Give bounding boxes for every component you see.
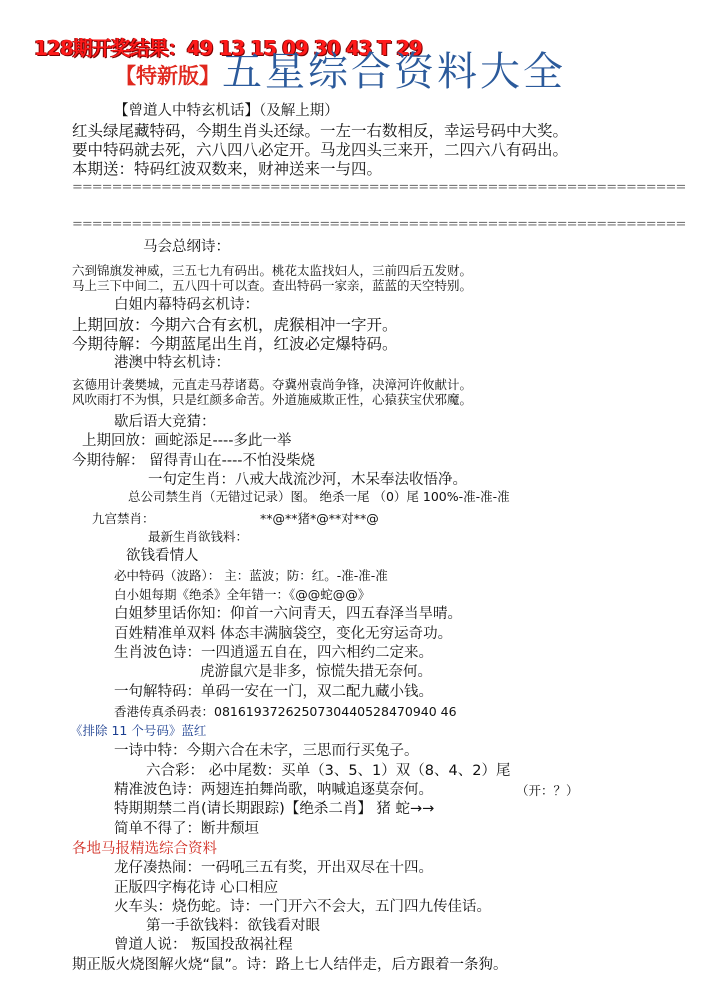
text-line: 本期送：特码红波双数来，财神送来一与四。	[72, 160, 383, 178]
text-line: 生肖波色诗：一四逍遥五自在，四六相约二定来。	[114, 645, 433, 661]
edition-badge: 【特新版】	[115, 64, 220, 88]
text-line: 百姓精准单双料 体态丰满脑袋空，变化无穷运奇功。	[114, 626, 453, 642]
text-line: 一句解特码：单码一安在一门，双二配九藏小钱。	[114, 684, 433, 700]
section-heading-zeng: 【曾道人中特玄机话】（及解上期）	[114, 103, 339, 119]
separator: ==============================================================	[72, 217, 686, 232]
text-line: 一句定生肖：八戒大战流沙河，木呆奉法收悟净。	[148, 472, 467, 488]
text-line: 白小姐每期《绝杀》全年错一：《@@蛇@@》	[114, 587, 371, 602]
text-line: 总公司禁生肖（无错过记录）图。 绝杀一尾 （0）尾 100%-准-准-准	[128, 489, 510, 504]
text-line: 玄德用计袭樊城，元直走马荐诸葛。夺冀州袁尚争锋，决漳河许攸献计。	[72, 377, 473, 392]
text-line: 《排除 11 个号码》蓝红	[70, 723, 207, 738]
text-line: 香港传真杀码表：0816193726250730440528470940 46	[114, 704, 457, 719]
text-line: （开：？）	[516, 783, 579, 798]
text-line: 简单不得了：断井颓垣	[114, 821, 259, 837]
text-line: 白姐梦里话你知：仰首一六问青天，四五春泽当旱晴。	[114, 606, 462, 622]
separator: ==============================================================	[72, 180, 686, 195]
text-line: 今期待解：今期蓝尾出生肖，红波必定爆特码。	[72, 335, 398, 353]
text-line: 要中特码就去死，六八四八必定开。马龙四头三来开，二四六八有码出。	[72, 141, 569, 159]
section-heading-madi: 各地马报精选综合资料	[72, 841, 217, 857]
text-line: 曾道人说： 叛国投敌祸社程	[114, 937, 293, 953]
text-line: 正版四字梅花诗 心口相应	[114, 880, 279, 896]
result-banner: 128期开奖结果：49 13 15 09 30 43 T 29	[34, 36, 422, 60]
section-heading-baijie: 白姐内幕特码玄机诗：	[114, 297, 259, 313]
text-line: 精准波色诗：两翅连拍舞尚歌，呐喊追逐莫奈何。	[114, 782, 433, 798]
section-heading-yuqian: 最新生肖欲钱料：	[148, 529, 249, 544]
text-line: 马上三下中间二，五八四十可以查。查出特码一家亲，蓝蓝的天空特别。	[72, 278, 473, 293]
text-line: 六到锦旗发神威，三五七九有码出。桃花太监找妇人，三前四后五发财。	[72, 263, 473, 278]
text-line: 风吹雨打不为惧，只是红颜多命苦。外道施威欺正性，心猿获宝伏邪魔。	[72, 392, 473, 407]
text-line: 龙仔凑热闹：一码吼三五有奖，开出双尽在十四。	[114, 860, 433, 876]
text-line: 火车头：烧伤蛇。诗：一门开六不会大，五门四九传佳话。	[114, 899, 491, 915]
section-heading-xiehouyu: 歇后语大竞猜：	[114, 414, 216, 430]
text-line: 欲钱看情人	[126, 548, 199, 564]
section-heading-mahui: 马会总纲诗：	[143, 239, 230, 255]
text-line: 红头绿尾藏特码，今期生肖头还绿。一左一右数相反，幸运号码中大奖。	[72, 122, 569, 140]
text-line: 今期待解： 留得青山在----不怕没柴烧	[72, 453, 316, 469]
text-line: 期正版火烧图解火烧“鼠”。诗：路上七人结伴走，后方跟着一条狗。	[72, 957, 508, 973]
text-line: 九宫禁肖：	[92, 511, 155, 526]
text-line: **@**猪*@**对**@	[260, 511, 379, 526]
section-heading-gangao: 港澳中特玄机诗：	[114, 355, 230, 371]
text-line: 第一手欲钱料：欲钱看对眼	[146, 918, 320, 934]
text-line: 必中特码（波路）： 主：蓝波；防：红。-准-准-准	[114, 568, 388, 583]
page-title: 五星综合资料大全	[222, 49, 566, 95]
text-line: 虎游鼠穴是非多，惊慌失措无奈何。	[200, 664, 432, 680]
text-line: 特期期禁二肖(请长期跟踪)【绝杀二肖】 猪 蛇→→	[114, 801, 435, 817]
text-line: 六合彩： 必中尾数：买单（3、5、1）双（8、4、2）尾	[146, 763, 511, 779]
text-line: 上期回放：今期六合有玄机，虎猴相冲一字开。	[72, 316, 398, 334]
text-line: 上期回放：画蛇添足----多此一举	[82, 433, 292, 449]
text-line: 一诗中特：今期六合在未字，三思而行买兔子。	[114, 743, 419, 759]
